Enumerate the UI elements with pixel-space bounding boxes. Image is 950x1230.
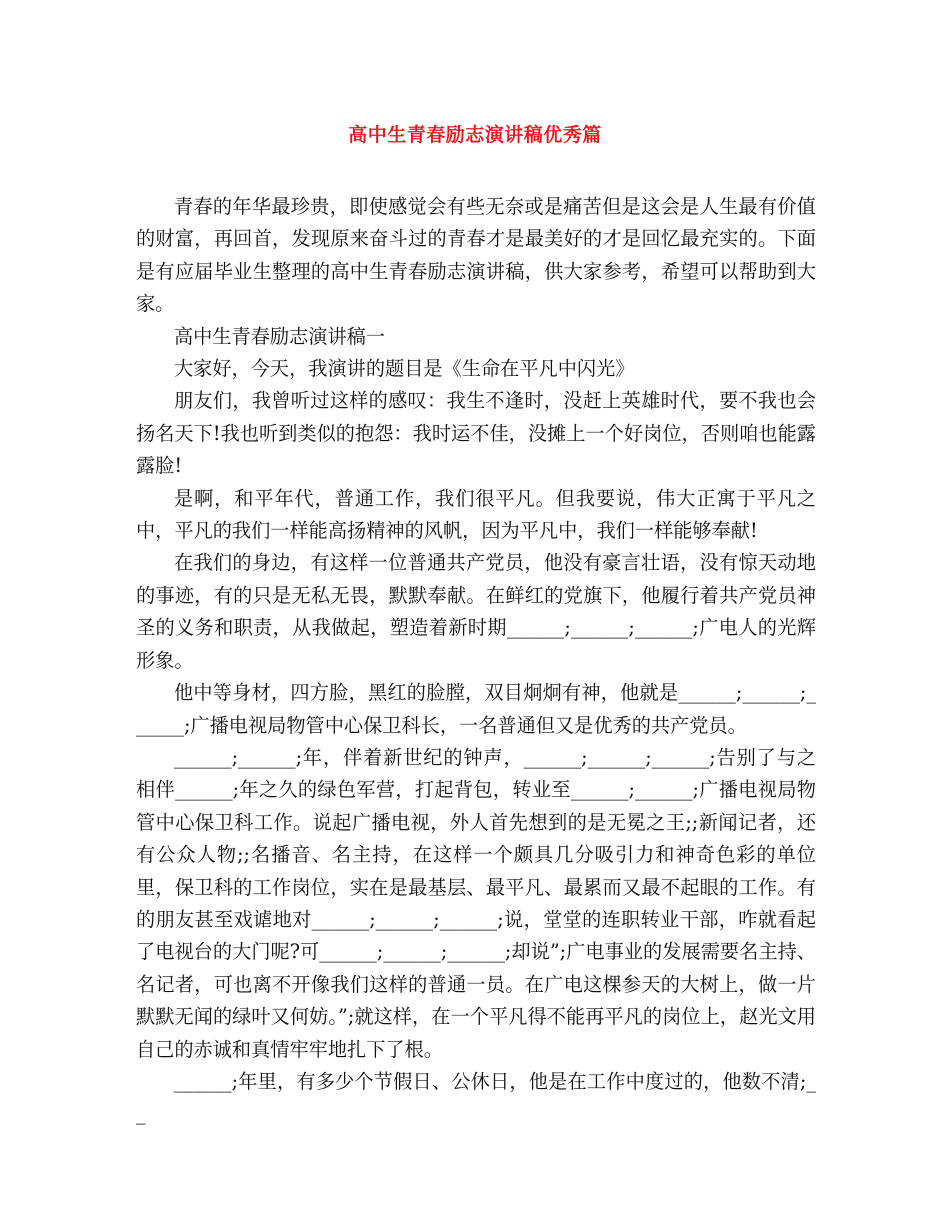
- paragraph: 他中等身材，四方脸，黑红的脸膛，双目炯炯有神，他就是______;______;______;广播电视局物管中心保卫科长，一名普通但又是优秀的共产党员。: [136, 681, 816, 737]
- paragraph: ______;年里，有多少个节假日、公休日，他是在工作中度过的，他数不清;__: [136, 1069, 816, 1126]
- paragraph-greeting: 大家好，今天，我演讲的题目是《生命在平凡中闪光》: [174, 357, 635, 381]
- document-title: 高中生青春励志演讲稿优秀篇: [348, 124, 602, 146]
- paragraph: ______;______;年，伴着新世纪的钟声，______;______;______;告别了与之相伴______;年之久的绿色军营，打起背包，转业至______;______;广播电视局物管中心保卫科工作。说起广播电视，外人首先想到的是无冕之王;;新闻记者，还有公众人物;;名播音、名主持，在这样一个颇具几分吸引力和神奇色彩的单位里，保卫科的工作岗位，实在是最基层、最平凡、最累而又最不起眼的工作。有的朋友甚至戏谑地对______;______;______;说，堂堂的连职转业干部，咋就看起了电视台的大门呢?可______;______;______;却说”;广电事业的发展需要名主持、名记者，可也离不开像我们这样的普通一员。在广电这棵参天的大树上，做一片默默无闻的绿叶又何妨。”;就这样，在一个平凡得不能再平凡的岗位上，赵光文用自己的赤诚和真情牢牢地扎下了根。: [136, 745, 816, 1061]
- paragraph-intro: 青春的年华最珍贵，即使感觉会有些无奈或是痛苦但是这会是人生最有价值的财富，再回首，发现原来奋斗过的青春才是最美好的才是回忆最充实的。下面是有应届毕业生整理的高中生青春励志演讲稿，供大家参考，希望可以帮助到大家。: [136, 195, 816, 316]
- paragraph: 朋友们，我曾听过这样的感叹：我生不逢时，没赶上英雄时代，要不我也会扬名天下!我也听到类似的抱怨：我时运不佳，没摊上一个好岗位，否则咱也能露露脸!: [136, 389, 816, 478]
- paragraph: 是啊，和平年代，普通工作，我们很平凡。但我要说，伟大正寓于平凡之中，平凡的我们一样能高扬精神的风帆，因为平凡中，我们一样能够奉献!: [136, 486, 816, 543]
- paragraph-section-heading: 高中生青春励志演讲稿一: [174, 324, 386, 348]
- paragraph: 在我们的身边，有这样一位普通共产党员，他没有豪言壮语，没有惊天动地的事迹，有的只是无私无畏，默默奉献。在鲜红的党旗下，他履行着共产党员神圣的义务和职责，从我做起，塑造着新时期______;______;______;广电人的光辉形象。: [136, 551, 816, 672]
- document-body: [136, 191, 816, 1131]
